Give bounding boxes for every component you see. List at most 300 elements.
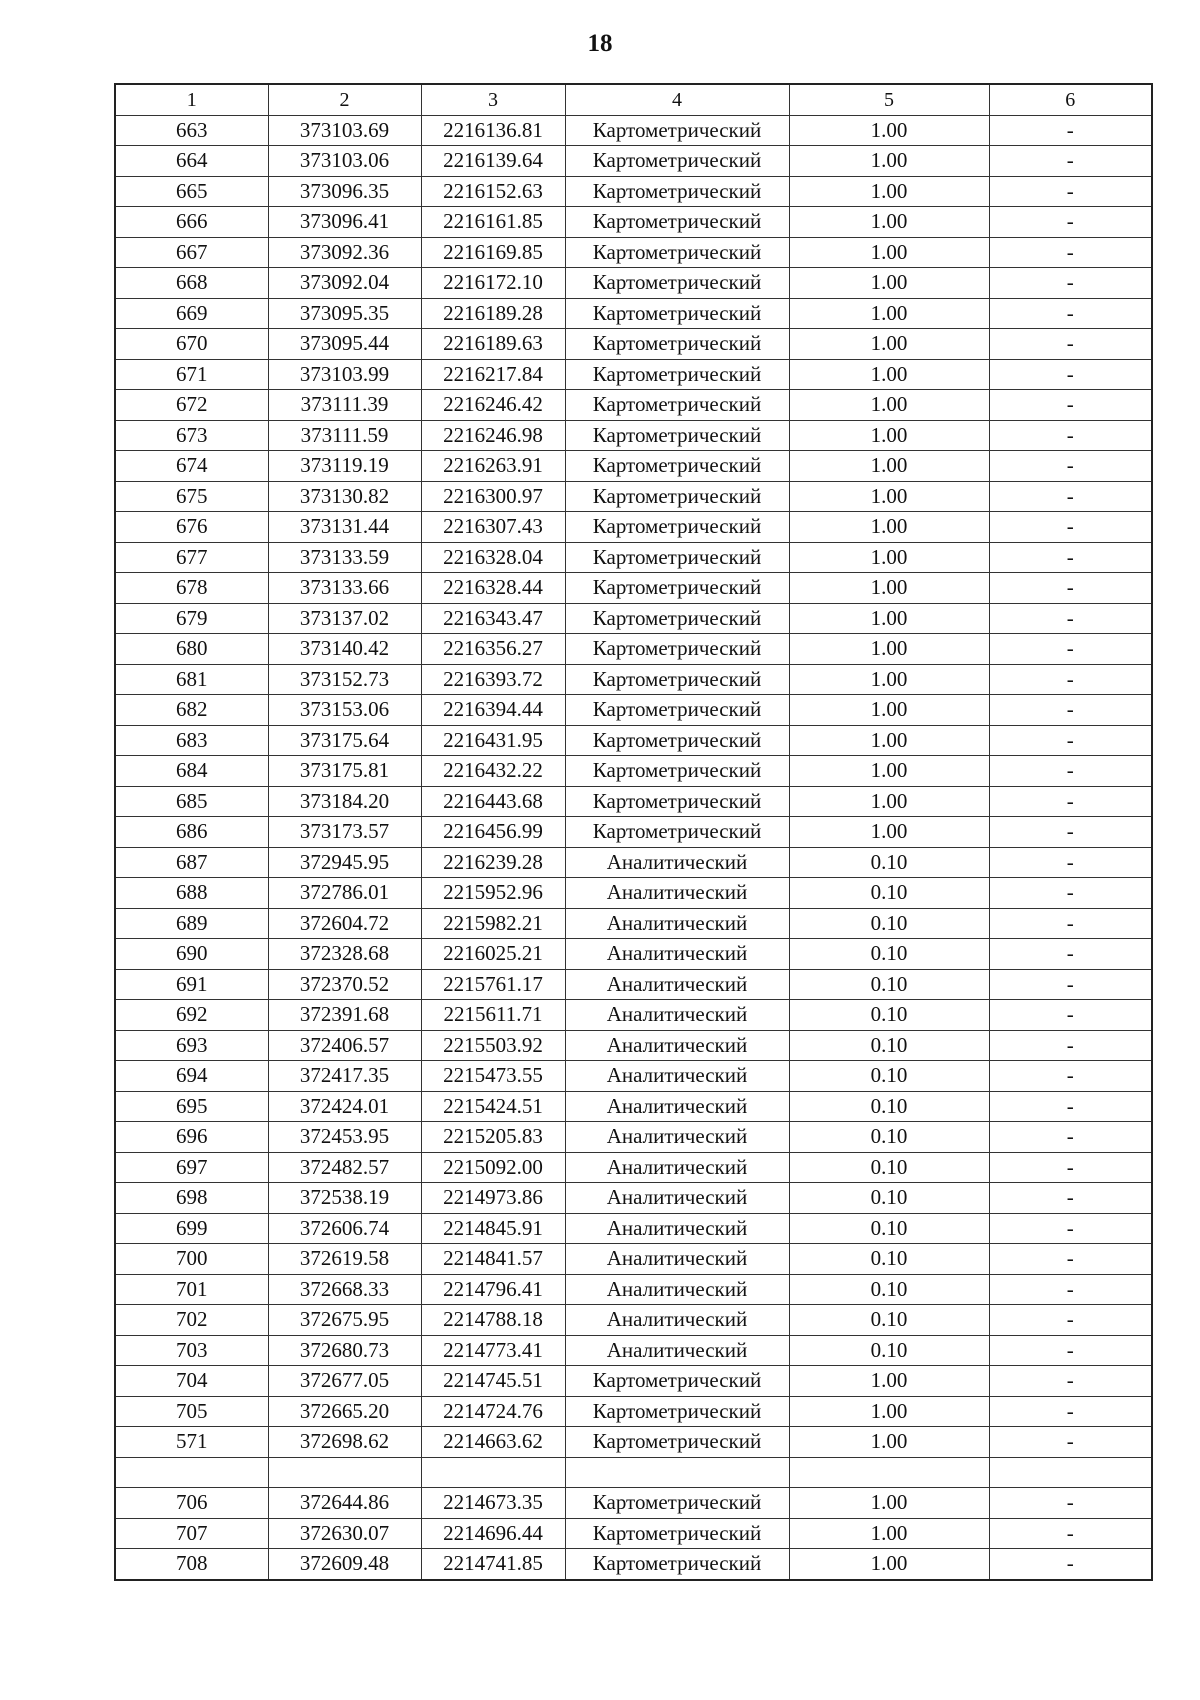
table-cell: 678 [115, 573, 268, 604]
table-row [115, 1061, 1152, 1092]
table-cell: - [989, 1335, 1152, 1366]
table-cell: 2214673.35 [421, 1488, 565, 1519]
table-row [115, 939, 1152, 970]
table-cell: 1.00 [789, 1518, 989, 1549]
table-cell: 694 [115, 1061, 268, 1092]
table-row [115, 969, 1152, 1000]
table-cell: - [989, 573, 1152, 604]
table-cell: 2216432.22 [421, 756, 565, 787]
table-cell: 373092.36 [268, 237, 421, 268]
table-cell: 672 [115, 390, 268, 421]
table-cell: 373103.99 [268, 359, 421, 390]
table-cell: Картометрический [565, 1396, 789, 1427]
table-cell: - [989, 1244, 1152, 1275]
table-cell: 373133.59 [268, 542, 421, 573]
table-cell: 684 [115, 756, 268, 787]
table-cell: 372328.68 [268, 939, 421, 970]
table-cell: 1.00 [789, 115, 989, 146]
table-cell: 2216217.84 [421, 359, 565, 390]
table-row [115, 1366, 1152, 1397]
table-cell: 2216246.42 [421, 390, 565, 421]
table-cell: - [989, 786, 1152, 817]
table-cell: 2216394.44 [421, 695, 565, 726]
table-cell: - [989, 207, 1152, 238]
table-cell: 675 [115, 481, 268, 512]
table-cell: 1.00 [789, 725, 989, 756]
table-row [115, 1335, 1152, 1366]
table-cell: 691 [115, 969, 268, 1000]
table-cell: Картометрический [565, 176, 789, 207]
table-cell: Аналитический [565, 1030, 789, 1061]
table-cell: 372482.57 [268, 1152, 421, 1183]
table-cell: - [989, 1305, 1152, 1336]
table-cell: 663 [115, 115, 268, 146]
table-cell: 1.00 [789, 695, 989, 726]
table-row [115, 329, 1152, 360]
table-row [115, 725, 1152, 756]
table-cell: 373111.59 [268, 420, 421, 451]
table-cell: - [989, 1518, 1152, 1549]
table-cell: Аналитический [565, 1000, 789, 1031]
table-row [115, 359, 1152, 390]
table-cell: - [989, 481, 1152, 512]
table-cell: Аналитический [565, 1335, 789, 1366]
table-cell: 688 [115, 878, 268, 909]
table-cell [565, 1457, 789, 1488]
table-cell: 1.00 [789, 359, 989, 390]
table-cell: 1.00 [789, 573, 989, 604]
table-cell: Картометрический [565, 512, 789, 543]
table-row [115, 1122, 1152, 1153]
table-cell: - [989, 237, 1152, 268]
table-cell: - [989, 542, 1152, 573]
table-cell: 671 [115, 359, 268, 390]
coordinates-table [114, 83, 1153, 1581]
table-cell: 2216172.10 [421, 268, 565, 299]
table-cell: 696 [115, 1122, 268, 1153]
table-row [115, 1457, 1152, 1488]
table-cell: Картометрический [565, 146, 789, 177]
table-row [115, 847, 1152, 878]
table-cell: - [989, 420, 1152, 451]
table-cell: Картометрический [565, 756, 789, 787]
table-cell: 701 [115, 1274, 268, 1305]
table-cell: 2214724.76 [421, 1396, 565, 1427]
table-cell: Картометрический [565, 542, 789, 573]
table-cell: 697 [115, 1152, 268, 1183]
table-cell: Картометрический [565, 298, 789, 329]
table-cell: 0.10 [789, 1000, 989, 1031]
table-cell: Картометрический [565, 1427, 789, 1458]
table-cell: - [989, 695, 1152, 726]
table-cell: 2214973.86 [421, 1183, 565, 1214]
table-cell: 2216152.63 [421, 176, 565, 207]
table-cell: 373175.81 [268, 756, 421, 787]
table-cell: - [989, 512, 1152, 543]
table-header-row [115, 84, 1152, 115]
table-cell: 2214796.41 [421, 1274, 565, 1305]
table-cell: 1.00 [789, 268, 989, 299]
table-cell: Картометрический [565, 1366, 789, 1397]
table-cell: 666 [115, 207, 268, 238]
table-cell: 372786.01 [268, 878, 421, 909]
table-cell: 2216136.81 [421, 115, 565, 146]
table-cell: 373152.73 [268, 664, 421, 695]
table-cell: Картометрический [565, 725, 789, 756]
table-cell: - [989, 1427, 1152, 1458]
table-cell: 372680.73 [268, 1335, 421, 1366]
table-cell: 2215473.55 [421, 1061, 565, 1092]
table-cell: 373103.06 [268, 146, 421, 177]
table-cell: 1.00 [789, 1488, 989, 1519]
table-cell: 690 [115, 939, 268, 970]
table-cell: 372677.05 [268, 1366, 421, 1397]
table-cell: Картометрический [565, 115, 789, 146]
table-cell: Картометрический [565, 634, 789, 665]
table-cell: 2216189.63 [421, 329, 565, 360]
table-cell: 1.00 [789, 1549, 989, 1580]
table-cell: Аналитический [565, 847, 789, 878]
table-cell: Картометрический [565, 207, 789, 238]
table-cell: Аналитический [565, 1122, 789, 1153]
table-cell: Аналитический [565, 1152, 789, 1183]
table-cell: 373130.82 [268, 481, 421, 512]
table-cell: 1.00 [789, 237, 989, 268]
table-cell: 372665.20 [268, 1396, 421, 1427]
table-cell: 373096.35 [268, 176, 421, 207]
table-cell: - [989, 451, 1152, 482]
table-cell: 373153.06 [268, 695, 421, 726]
table-cell: 680 [115, 634, 268, 665]
table-cell: 0.10 [789, 1152, 989, 1183]
table-row [115, 298, 1152, 329]
table-cell: 2216356.27 [421, 634, 565, 665]
table-row [115, 1091, 1152, 1122]
table-row [115, 146, 1152, 177]
table-cell: Аналитический [565, 1274, 789, 1305]
table-cell [115, 1457, 268, 1488]
table-cell: 695 [115, 1091, 268, 1122]
table-cell: 2214841.57 [421, 1244, 565, 1275]
table-row [115, 1152, 1152, 1183]
table-row [115, 603, 1152, 634]
table-cell: - [989, 878, 1152, 909]
table-cell: 1.00 [789, 756, 989, 787]
table-cell: 372538.19 [268, 1183, 421, 1214]
table-cell: Картометрический [565, 1488, 789, 1519]
table-cell: - [989, 725, 1152, 756]
table-cell: - [989, 1549, 1152, 1580]
column-header: 4 [565, 84, 789, 115]
table-cell: 2216169.85 [421, 237, 565, 268]
table-cell: 2216300.97 [421, 481, 565, 512]
table-cell: - [989, 329, 1152, 360]
table-row [115, 817, 1152, 848]
table-cell: - [989, 176, 1152, 207]
table-cell: Аналитический [565, 1305, 789, 1336]
table-cell: 373119.19 [268, 451, 421, 482]
table-row [115, 481, 1152, 512]
table-cell: 2214663.62 [421, 1427, 565, 1458]
table-cell: 2216307.43 [421, 512, 565, 543]
table-cell: 665 [115, 176, 268, 207]
table-cell: - [989, 115, 1152, 146]
table-row [115, 573, 1152, 604]
table-cell: 2216393.72 [421, 664, 565, 695]
table-body [115, 115, 1152, 1580]
table-row [115, 1000, 1152, 1031]
table-cell: 1.00 [789, 1366, 989, 1397]
table-cell: - [989, 756, 1152, 787]
table-cell: 2214773.41 [421, 1335, 565, 1366]
table-cell: 1.00 [789, 817, 989, 848]
table-cell: Картометрический [565, 390, 789, 421]
table-cell: 686 [115, 817, 268, 848]
table-cell: - [989, 969, 1152, 1000]
table-cell: 372945.95 [268, 847, 421, 878]
table-cell: 704 [115, 1366, 268, 1397]
table-row [115, 176, 1152, 207]
table-cell: 683 [115, 725, 268, 756]
table-cell: Аналитический [565, 1091, 789, 1122]
table-cell: 2216161.85 [421, 207, 565, 238]
table-cell: - [989, 1061, 1152, 1092]
table-cell: 372391.68 [268, 1000, 421, 1031]
table-cell: 372370.52 [268, 969, 421, 1000]
table-cell: 705 [115, 1396, 268, 1427]
table-cell: Картометрический [565, 451, 789, 482]
table-row [115, 1244, 1152, 1275]
table-cell: 703 [115, 1335, 268, 1366]
table-cell: 693 [115, 1030, 268, 1061]
table-cell: 2215503.92 [421, 1030, 565, 1061]
table-cell: 373111.39 [268, 390, 421, 421]
table-cell: 2216189.28 [421, 298, 565, 329]
table-cell: 707 [115, 1518, 268, 1549]
table-cell: 373095.35 [268, 298, 421, 329]
table-cell: Картометрический [565, 481, 789, 512]
table-cell: 1.00 [789, 512, 989, 543]
table-cell: 1.00 [789, 542, 989, 573]
table-cell: 2215092.00 [421, 1152, 565, 1183]
table-row [115, 1274, 1152, 1305]
table-cell: 1.00 [789, 207, 989, 238]
table-row [115, 1183, 1152, 1214]
table-cell: 664 [115, 146, 268, 177]
table-cell: 373184.20 [268, 786, 421, 817]
table-cell: 1.00 [789, 786, 989, 817]
table-cell: 1.00 [789, 329, 989, 360]
table-row [115, 1396, 1152, 1427]
table-cell: - [989, 847, 1152, 878]
table-cell: Аналитический [565, 1061, 789, 1092]
table-cell: Картометрический [565, 1518, 789, 1549]
table-cell: 2216246.98 [421, 420, 565, 451]
table-cell: Аналитический [565, 969, 789, 1000]
table-cell: 0.10 [789, 969, 989, 1000]
table-cell: 682 [115, 695, 268, 726]
table-cell: Картометрический [565, 359, 789, 390]
table-row [115, 1213, 1152, 1244]
table-row [115, 207, 1152, 238]
table-cell: 2215611.71 [421, 1000, 565, 1031]
table-cell: 2215205.83 [421, 1122, 565, 1153]
table-cell: 0.10 [789, 1122, 989, 1153]
table-cell: 2216443.68 [421, 786, 565, 817]
table-cell: 698 [115, 1183, 268, 1214]
table-cell: - [989, 1122, 1152, 1153]
table-row [115, 512, 1152, 543]
table-cell: Картометрический [565, 268, 789, 299]
table-cell: 372644.86 [268, 1488, 421, 1519]
table-cell: - [989, 390, 1152, 421]
table-cell: 372609.48 [268, 1549, 421, 1580]
table-cell: Аналитический [565, 1183, 789, 1214]
table-cell: 692 [115, 1000, 268, 1031]
table-cell: - [989, 359, 1152, 390]
table-cell: 373131.44 [268, 512, 421, 543]
table-row [115, 542, 1152, 573]
table-cell: 685 [115, 786, 268, 817]
table-row [115, 695, 1152, 726]
table-cell: - [989, 817, 1152, 848]
table-row [115, 908, 1152, 939]
table-cell: 687 [115, 847, 268, 878]
table-cell: Картометрический [565, 420, 789, 451]
table-cell: 1.00 [789, 664, 989, 695]
table-row [115, 786, 1152, 817]
table-cell: 372619.58 [268, 1244, 421, 1275]
table-cell: 2216431.95 [421, 725, 565, 756]
table-cell: 668 [115, 268, 268, 299]
table-row [115, 420, 1152, 451]
table-cell: - [989, 1183, 1152, 1214]
table-cell: - [989, 268, 1152, 299]
table-cell: Картометрический [565, 664, 789, 695]
table-cell: - [989, 1366, 1152, 1397]
table-row [115, 756, 1152, 787]
table-cell: 2216328.04 [421, 542, 565, 573]
table-cell: 372417.35 [268, 1061, 421, 1092]
table-row [115, 451, 1152, 482]
table-row [115, 237, 1152, 268]
table-cell: Аналитический [565, 878, 789, 909]
table-cell: 0.10 [789, 1030, 989, 1061]
table-cell: 1.00 [789, 451, 989, 482]
table-cell: 2214745.51 [421, 1366, 565, 1397]
table-cell: 1.00 [789, 420, 989, 451]
table-cell: 669 [115, 298, 268, 329]
table-cell: 373092.04 [268, 268, 421, 299]
table-cell: Картометрический [565, 237, 789, 268]
column-header: 1 [115, 84, 268, 115]
table-cell: 1.00 [789, 146, 989, 177]
table-cell: 0.10 [789, 1183, 989, 1214]
table-cell: Аналитический [565, 939, 789, 970]
table-row [115, 1305, 1152, 1336]
table-row [115, 878, 1152, 909]
table-cell: 373175.64 [268, 725, 421, 756]
table-cell: 0.10 [789, 1213, 989, 1244]
table-cell: 373173.57 [268, 817, 421, 848]
table-cell: - [989, 634, 1152, 665]
table-cell: 689 [115, 908, 268, 939]
table-cell: 673 [115, 420, 268, 451]
table-cell: 0.10 [789, 1274, 989, 1305]
table-cell: 2214741.85 [421, 1549, 565, 1580]
table-cell: 2216239.28 [421, 847, 565, 878]
table-cell: 2215761.17 [421, 969, 565, 1000]
table-cell: 708 [115, 1549, 268, 1580]
table-cell: 0.10 [789, 1305, 989, 1336]
table-cell: 2214788.18 [421, 1305, 565, 1336]
table-cell: Картометрический [565, 817, 789, 848]
table-cell: 372675.95 [268, 1305, 421, 1336]
table-cell: 670 [115, 329, 268, 360]
table-cell: 702 [115, 1305, 268, 1336]
table-cell: 2215982.21 [421, 908, 565, 939]
table-cell: 0.10 [789, 1244, 989, 1275]
table-cell: Картометрический [565, 573, 789, 604]
table-cell: 681 [115, 664, 268, 695]
table-cell: Аналитический [565, 1244, 789, 1275]
table-row [115, 1427, 1152, 1458]
table-row [115, 390, 1152, 421]
table-cell: 372424.01 [268, 1091, 421, 1122]
table-cell: 699 [115, 1213, 268, 1244]
table-cell: 700 [115, 1244, 268, 1275]
table-cell: - [989, 1396, 1152, 1427]
table-cell: 571 [115, 1427, 268, 1458]
table-cell: Аналитический [565, 908, 789, 939]
table-cell: 2215952.96 [421, 878, 565, 909]
table-cell: 373137.02 [268, 603, 421, 634]
table-cell: 1.00 [789, 176, 989, 207]
table-cell: - [989, 298, 1152, 329]
table-cell: 2216456.99 [421, 817, 565, 848]
table-cell: Картометрический [565, 603, 789, 634]
table-cell [268, 1457, 421, 1488]
table-cell: 0.10 [789, 878, 989, 909]
table-cell: 1.00 [789, 634, 989, 665]
table-cell: - [989, 664, 1152, 695]
table-cell [421, 1457, 565, 1488]
table-cell: Картометрический [565, 1549, 789, 1580]
table-cell: 372668.33 [268, 1274, 421, 1305]
table-cell: 0.10 [789, 1335, 989, 1366]
table-cell: 1.00 [789, 1396, 989, 1427]
table-cell: - [989, 603, 1152, 634]
table-cell: 2214696.44 [421, 1518, 565, 1549]
table-cell: 373103.69 [268, 115, 421, 146]
table-row [115, 664, 1152, 695]
table-row [115, 634, 1152, 665]
table-cell: 373095.44 [268, 329, 421, 360]
table-cell: 0.10 [789, 1091, 989, 1122]
table-cell: - [989, 1000, 1152, 1031]
table-cell: - [989, 1152, 1152, 1183]
table-cell: 372453.95 [268, 1122, 421, 1153]
table-row [115, 1030, 1152, 1061]
table-cell: 373133.66 [268, 573, 421, 604]
table-cell: 1.00 [789, 481, 989, 512]
table-cell: 676 [115, 512, 268, 543]
column-header: 3 [421, 84, 565, 115]
table-cell: 372604.72 [268, 908, 421, 939]
table-cell: 2216025.21 [421, 939, 565, 970]
table-cell: - [989, 1274, 1152, 1305]
table-cell: - [989, 1488, 1152, 1519]
